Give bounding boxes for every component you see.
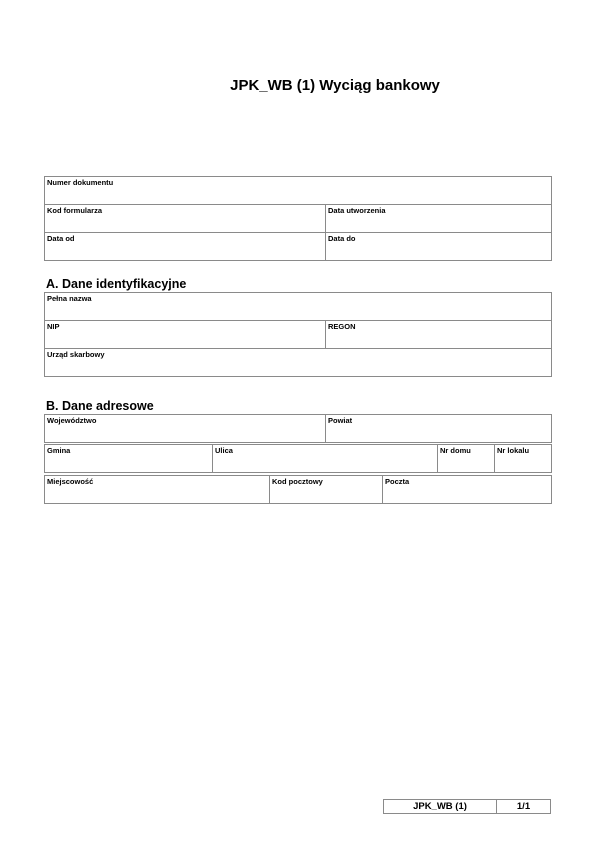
section-b-table-row2 (44, 444, 552, 473)
data-do-field (326, 233, 552, 261)
urzad-skarbowy-label: Urząd skarbowy (47, 350, 105, 359)
nip-label: NIP (47, 322, 60, 331)
document-title: JPK_WB (1) Wyciąg bankowy (230, 77, 440, 94)
gmina-label: Gmina (47, 446, 71, 455)
data-od-label: Data od (47, 234, 75, 243)
ulica-label: Ulica (215, 446, 233, 455)
page-footer (383, 799, 551, 814)
gmina-field (45, 445, 213, 473)
footer-form-code: JPK_WB (1) (384, 800, 497, 813)
section-b-table-row3 (44, 475, 552, 504)
poczta-field (383, 476, 552, 504)
regon-field (326, 321, 552, 349)
data-utworzenia-field (326, 205, 552, 233)
data-od-field (45, 233, 326, 261)
nr-lokalu-field (495, 445, 552, 473)
wojewodztwo-field (45, 415, 326, 443)
urzad-skarbowy-field (45, 349, 552, 377)
footer-page-number: 1/1 (516, 801, 531, 812)
kod-pocztowy-label: Kod pocztowy (272, 477, 323, 486)
wojewodztwo-label: Województwo (47, 416, 97, 425)
section-a-title: A. Dane identyfikacyjne (46, 277, 187, 291)
data-utworzenia-label: Data utworzenia (328, 206, 386, 215)
ulica-field (213, 445, 438, 473)
kod-formularza-field (45, 205, 326, 233)
pelna-nazwa-label: Pełna nazwa (47, 294, 92, 303)
section-a-table (44, 292, 552, 377)
numer-dokumentu-field (45, 177, 552, 205)
nr-domu-field (438, 445, 495, 473)
nr-domu-label: Nr domu (440, 446, 471, 455)
powiat-field (326, 415, 552, 443)
nr-lokalu-label: Nr lokalu (497, 446, 530, 455)
section-b-title: B. Dane adresowe (46, 399, 154, 413)
numer-dokumentu-label: Numer dokumentu (47, 178, 114, 187)
poczta-label: Poczta (385, 477, 410, 486)
data-do-label: Data do (328, 234, 356, 243)
nip-field (45, 321, 326, 349)
powiat-label: Powiat (328, 416, 353, 425)
document-header-table (44, 176, 552, 261)
kod-formularza-label: Kod formularza (47, 206, 103, 215)
pelna-nazwa-field (45, 293, 552, 321)
miejscowosc-label: Miejscowość (47, 477, 94, 486)
miejscowosc-field (45, 476, 270, 504)
section-b-table-row1 (44, 414, 552, 443)
regon-label: REGON (328, 322, 356, 331)
kod-pocztowy-field (270, 476, 383, 504)
